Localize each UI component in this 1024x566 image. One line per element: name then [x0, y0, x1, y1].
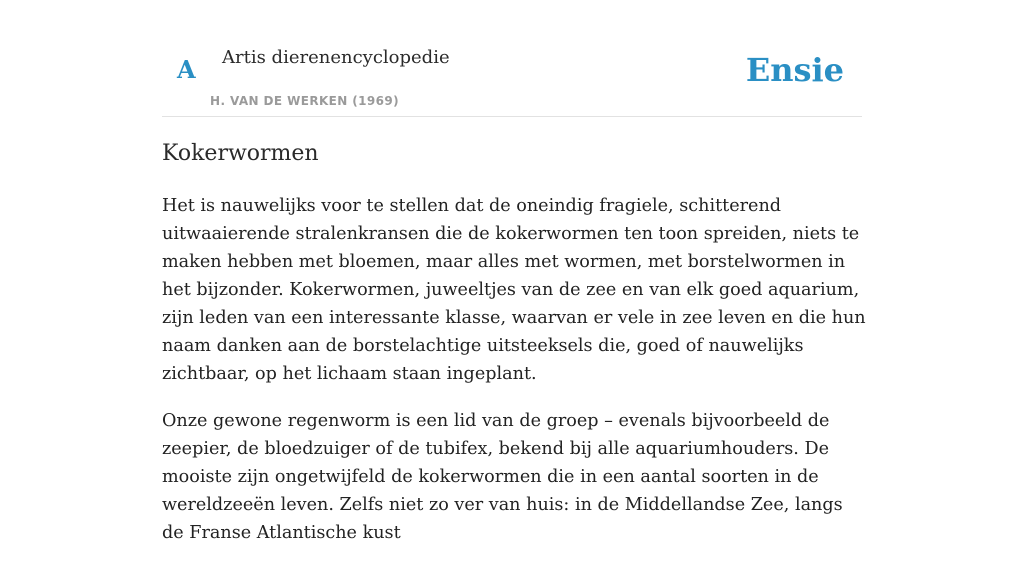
source-author: H. VAN DE WERKEN (1969): [210, 94, 400, 108]
body-paragraph: Onze gewone regenworm is een lid van de groep – evenals bijvoorbeeld de zeepier, de bloedzuiger of de tubifex, bekend bij alle aquariumhouders. De mooiste zijn ongetwijfeld de kokerwormen die in een aantal soorten in de wereldzeeën leven. Zelfs niet zo ver van huis: in de Middellandse Zee, langs de Franse Atlantische kust: [162, 411, 843, 543]
site-logo[interactable]: Ensie: [745, 51, 844, 89]
entry-title: Kokerwormen: [162, 141, 319, 166]
source-book-title[interactable]: Artis dierenencyclopedie: [222, 47, 450, 68]
body-paragraph: Het is nauwelijks voor te stellen dat de oneindig fragiele, schitterend uitwaaierende stralenkransen die de kokerwormen ten toon spreiden, niets te maken hebben met bloemen, maar alles met wormen, met borstelwormen in het bijzonder. Kokerwormen, juweeltjes van de zee en van elk goed aquarium, zijn leden van een interessante klasse, waarvan er vele in zee leven en die hun naam danken aan de borstelachtige uitsteeksels die, goed of nauwelijks zichtbaar, op het lichaam staan ingeplant.: [162, 196, 866, 384]
index-letter[interactable]: A: [177, 55, 196, 84]
entry-body: [162, 192, 867, 566]
entry-header: [162, 0, 862, 117]
